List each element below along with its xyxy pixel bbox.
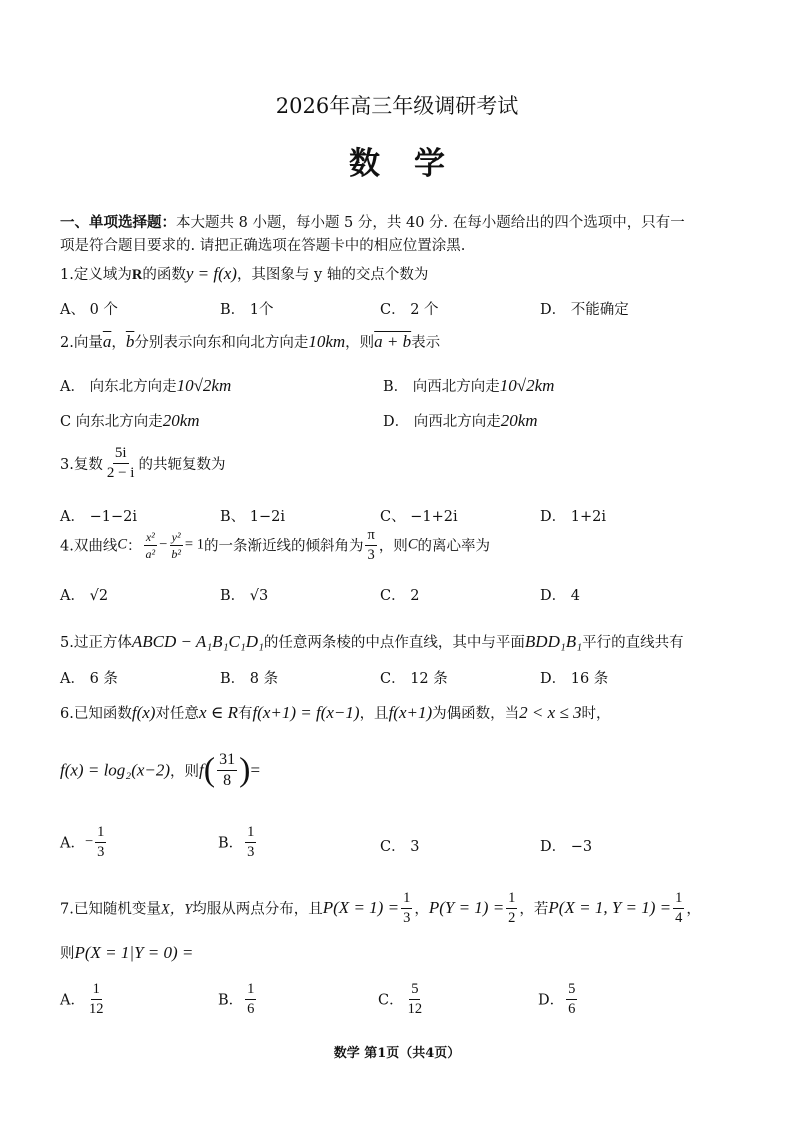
q7-option-c-label: C． <box>378 992 404 1009</box>
q7-p3-frac <box>673 891 684 925</box>
q7-p1-num: 1 <box>401 891 412 909</box>
q7-p1-frac <box>401 891 412 925</box>
q7-line2-prefix: 则 <box>60 946 75 962</box>
q6-option-a-den: 3 <box>97 843 105 860</box>
q6-lparen: ( <box>203 751 216 789</box>
page-footer: 数学 第1页（共4页） <box>333 1046 461 1061</box>
q4-pi: π <box>365 528 376 546</box>
q5-suffix: 平行的直线共有 <box>582 635 684 651</box>
q6-equals: = <box>250 760 261 780</box>
q5-option-c: C． 12 条 <box>380 671 448 687</box>
q6-mid5: 时， <box>581 706 611 722</box>
q1-suffix: ，其图象与 y 轴的交点个数为 <box>236 267 429 283</box>
q7-prefix: 7.已知随机变量 <box>60 901 161 918</box>
q7-option-a <box>60 982 107 1016</box>
q7-option-c-num: 5 <box>409 982 420 1000</box>
q4-prefix: 4.双曲线 <box>60 538 118 555</box>
q7-p3: P(X = 1, Y = 1) = <box>548 898 672 917</box>
q6-option-b-num: 1 <box>245 825 256 843</box>
q6-mid4: 为偶函数，当 <box>432 706 520 722</box>
q6-line2-func: f(x) = log₂(x−2) <box>60 760 171 780</box>
question-6-line2 <box>60 752 260 789</box>
q2-stem-c: ，则 <box>345 335 375 351</box>
q7-option-c-den: 12 <box>407 1000 423 1017</box>
q2-option-d <box>383 410 538 431</box>
q2-sum: a + b <box>374 332 412 351</box>
q6-xinR: x ∈ R <box>198 703 238 722</box>
q4-y2: y² <box>171 529 181 544</box>
exam-title: 2026年高三年级调研考试 <box>275 94 519 118</box>
q3-numerator: 5i <box>113 446 129 464</box>
q7-c3: ， <box>686 901 701 918</box>
q1-option-c: C． 2 个 <box>380 302 439 318</box>
q3-prefix: 3.复数 <box>60 457 103 473</box>
q6-option-a-num: 1 <box>95 825 106 843</box>
question-7-line1 <box>60 891 701 925</box>
q2-option-c <box>60 410 200 431</box>
q6-option-c: C． 3 <box>380 839 420 855</box>
q6-option-a <box>60 825 108 859</box>
q1-mid: 的函数 <box>142 267 186 283</box>
q3-suffix: 的共轭复数为 <box>138 457 226 473</box>
q7-option-d-label: D． <box>538 992 565 1009</box>
q3-option-c: C、 −1+2i <box>380 509 458 525</box>
q7-option-a-num: 1 <box>91 982 102 1000</box>
q7-option-a-frac <box>87 982 106 1016</box>
q7-option-d-num: 5 <box>566 982 577 1000</box>
q6-mid1: 对任意 <box>155 706 199 722</box>
q4-mid: 的一条渐近线的倾斜角为 <box>203 538 364 555</box>
q6-option-b-den: 3 <box>247 843 255 860</box>
q2-option-b-label: B． 向西北方向走 <box>383 379 500 395</box>
q6-option-a-sign: − <box>84 833 94 850</box>
q5-option-a: A． 6 条 <box>60 671 118 687</box>
q4-eq1: = 1 <box>184 536 204 553</box>
section-intro-text-1: 本大题共 8 小题，每小题 5 分，共 40 分. 在每小题给出的四个选项中，只有一 <box>176 215 685 231</box>
q6-fraction <box>217 752 237 789</box>
q7-p1: P(X = 1) = <box>322 898 400 917</box>
q4-b2: b² <box>171 546 181 561</box>
q1-option-a: A、 0 个 <box>60 302 118 318</box>
q6-prefix: 6.已知函数 <box>60 706 132 722</box>
q1-func: y = f(x) <box>185 264 237 283</box>
q2-vector-b: $\overline{b}$ <box>125 332 135 351</box>
q2-dist: 10km <box>308 332 346 351</box>
q7-option-d-den: 6 <box>568 1000 576 1017</box>
q6-fx1: f(x+1) <box>388 703 433 722</box>
question-7-line2 <box>60 942 193 963</box>
q6-option-d: D． −3 <box>540 839 593 855</box>
q4-colon: ： <box>127 538 142 555</box>
question-2 <box>60 331 440 352</box>
q4-three: 3 <box>367 546 375 563</box>
q7-p1-den: 3 <box>403 909 411 926</box>
q4-suffix: ，则 <box>378 538 408 555</box>
q1-option-d: D． 不能确定 <box>540 302 629 318</box>
question-5 <box>60 631 684 652</box>
q3-option-a: A． −1−2i <box>60 509 137 525</box>
q6-option-b-frac <box>245 825 256 859</box>
q2-stem-d: 表示 <box>411 335 441 351</box>
q7-mid2: ，若 <box>519 901 549 918</box>
q7-option-c-frac <box>406 982 425 1016</box>
q4-option-a: A． √2 <box>60 588 109 604</box>
q3-option-d: D． 1+2i <box>540 509 606 525</box>
q4-option-b: B． √3 <box>220 588 269 604</box>
q6-option-b-label: B． <box>218 835 244 852</box>
q7-option-c <box>378 982 426 1016</box>
q7-option-d-frac <box>566 982 577 1016</box>
q6-line2-text: ，则 <box>170 764 200 780</box>
q1-option-b: B． 1个 <box>220 302 274 318</box>
q2-option-c-label: C 向东北方向走 <box>60 414 163 430</box>
q7-p2-num: 1 <box>506 891 517 909</box>
question-1 <box>60 263 428 284</box>
q4-option-c: C． 2 <box>380 588 420 604</box>
q2-option-b <box>383 375 554 396</box>
q4-frac-x <box>144 531 158 560</box>
q5-mid: 的任意两条棱的中点作直线，其中与平面 <box>263 635 525 651</box>
q2-sep: ， <box>111 335 126 351</box>
q5-plane: BDD₁B₁ <box>524 632 583 651</box>
q6-option-a-frac <box>95 825 106 859</box>
q7-option-b-den: 6 <box>247 1000 255 1017</box>
q7-option-b-frac <box>245 982 256 1016</box>
q4-suffix2: 的离心率为 <box>417 538 490 555</box>
q3-fraction <box>105 446 137 481</box>
q2-option-a-value: 10√2km <box>176 376 232 395</box>
q6-denominator: 8 <box>223 772 232 789</box>
q6-eq: f(x+1) = f(x−1) <box>252 703 360 722</box>
q4-C2: C <box>407 536 418 553</box>
q2-stem-a: 2.向量 <box>60 335 103 351</box>
q4-minus: − <box>159 536 168 553</box>
q4-frac-y <box>169 531 183 560</box>
q6-rparen: ) <box>239 751 251 789</box>
question-6-line1 <box>60 702 610 723</box>
q5-prefix: 5.过正方体 <box>60 635 132 651</box>
q7-option-a-den: 12 <box>88 1000 104 1017</box>
q7-option-b-num: 1 <box>245 982 256 1000</box>
q2-stem-b: 分别表示向东和向北方向走 <box>134 335 309 351</box>
q2-option-d-label: D． 向西北方向走 <box>383 414 501 430</box>
q3-denominator: 2 − i <box>106 465 135 481</box>
q2-option-c-value: 20km <box>162 411 200 430</box>
q7-c1: ， <box>414 901 429 918</box>
q6-option-b <box>218 825 258 859</box>
q1-R: R <box>131 267 143 283</box>
q7-p4: P(X = 1|Y = 0) = <box>74 943 194 962</box>
q6-f: f <box>199 760 204 780</box>
q2-option-b-value: 10√2km <box>499 376 555 395</box>
q5-option-b: B． 8 条 <box>220 671 279 687</box>
q5-option-d: D． 16 条 <box>540 671 609 687</box>
subject-title: 数学 <box>349 146 479 182</box>
q4-a2: a² <box>145 546 156 561</box>
q6-fx: f(x) <box>131 703 156 722</box>
q2-option-a-label: A． 向东北方向走 <box>60 379 177 395</box>
question-4 <box>60 528 490 562</box>
q7-p3-num: 1 <box>673 891 684 909</box>
q4-option-d: D． 4 <box>540 588 580 604</box>
q7-p3-den: 4 <box>675 909 683 926</box>
q7-vars: X，Y <box>160 901 193 918</box>
q6-mid2: 有 <box>237 706 253 722</box>
q4-C: C <box>117 536 128 553</box>
q6-range: 2 < x ≤ 3 <box>519 703 582 722</box>
q7-option-d <box>538 982 579 1016</box>
section-intro-line2: 项是符合题目要求的. 请把正确选项在答题卡中的相应位置涂黑. <box>60 238 466 254</box>
q5-cube: ABCD − A₁B₁C₁D₁ <box>131 632 264 651</box>
q7-p2-den: 2 <box>508 909 516 926</box>
q7-p2: P(Y = 1) = <box>428 898 505 917</box>
q6-mid3: ，且 <box>359 706 389 722</box>
section-intro-line1 <box>60 211 685 232</box>
q7-option-b-label: B． <box>218 992 244 1009</box>
q7-p2-frac <box>506 891 517 925</box>
q7-mid1: 均服从两点分布，且 <box>192 901 323 918</box>
q7-option-a-label: A． <box>60 992 85 1009</box>
q2-option-a <box>60 375 231 396</box>
q6-numerator: 31 <box>217 752 237 771</box>
q7-option-b <box>218 982 258 1016</box>
section-heading: 一、单项选择题： <box>60 214 176 231</box>
q2-option-d-value: 20km <box>500 411 538 430</box>
q1-prefix: 1.定义域为 <box>60 267 132 283</box>
q2-vector-a: $\overline{a}$ <box>102 332 112 351</box>
question-3 <box>60 446 225 481</box>
q6-option-a-label: A． <box>60 835 85 852</box>
q4-x2: x² <box>145 529 155 544</box>
q4-frac-pi <box>365 528 376 562</box>
q3-option-b: B、 1−2i <box>220 509 286 525</box>
